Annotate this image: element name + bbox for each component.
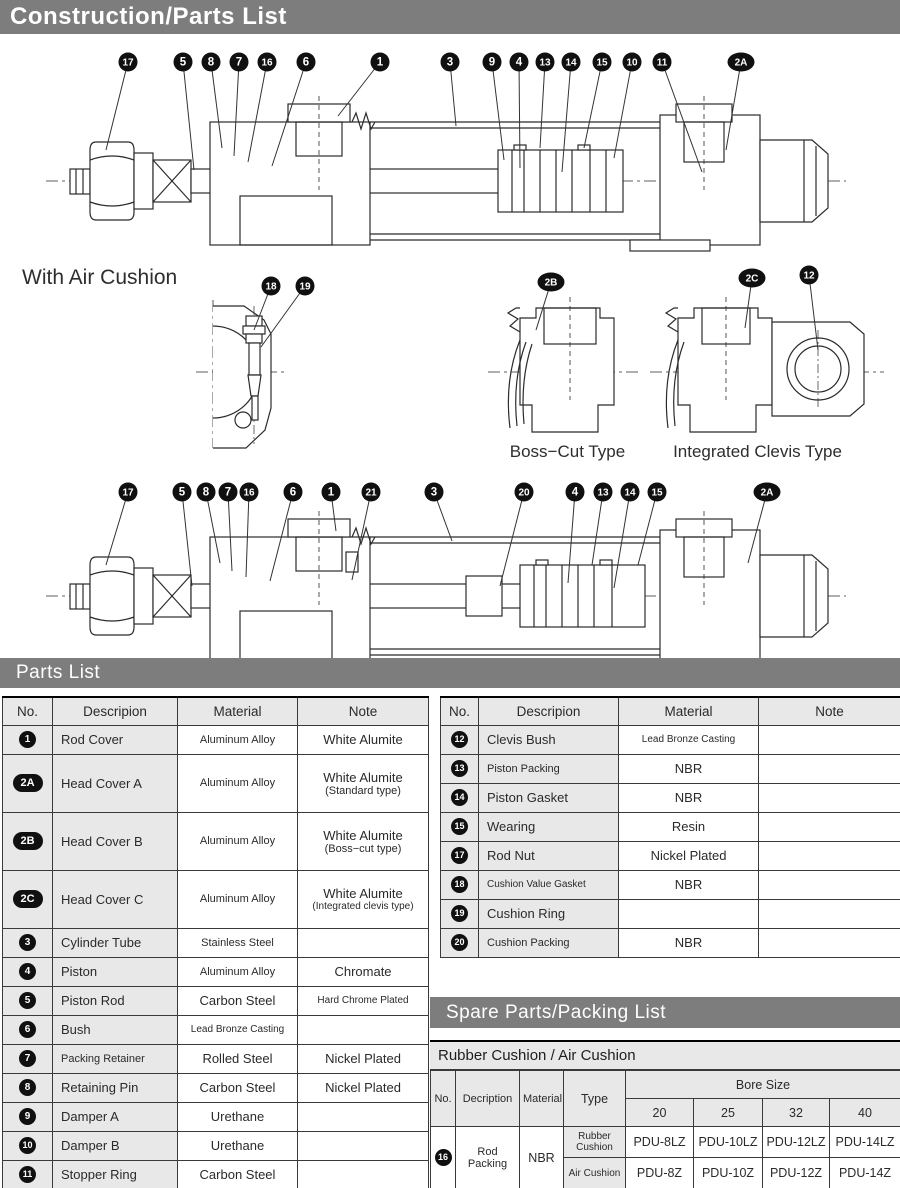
spare-model: PDU-8Z <box>626 1158 694 1188</box>
part-no-badge: 11 <box>19 1166 36 1183</box>
svg-text:2C: 2C <box>745 273 759 285</box>
parts-list-title-bar <box>0 658 900 688</box>
col-header-no: No. <box>441 697 479 725</box>
part-no-cell <box>3 725 53 754</box>
bore-size-40: 40 <box>830 1099 900 1127</box>
part-note <box>759 870 900 899</box>
callout-17 <box>106 483 138 566</box>
part-material: Aluminum Alloy <box>178 812 298 870</box>
part-note <box>759 899 900 928</box>
parts-row-5 <box>3 986 429 1015</box>
part-description: Bush <box>53 1015 178 1044</box>
part-no-badge: 6 <box>19 1021 36 1038</box>
part-no-badge: 17 <box>451 847 468 864</box>
part-note <box>759 725 900 754</box>
callout-15 <box>584 53 612 149</box>
callout-5 <box>174 53 195 171</box>
cylinder-cushion-drawing <box>46 511 846 660</box>
part-no-cell <box>3 1073 53 1102</box>
svg-text:10: 10 <box>626 57 638 69</box>
col-header-note: Note <box>298 697 429 725</box>
part-note: Nickel Plated <box>298 1073 429 1102</box>
part-description: Rod Nut <box>479 841 619 870</box>
part-note <box>759 783 900 812</box>
part-note: White Alumite <box>298 725 429 754</box>
part-no-badge: 18 <box>451 876 468 893</box>
part-material: Rolled Steel <box>178 1044 298 1073</box>
parts-row-13 <box>441 754 900 783</box>
part-note <box>298 1160 429 1188</box>
parts-row-9 <box>3 1102 429 1131</box>
svg-text:6: 6 <box>289 486 297 499</box>
part-description: Stopper Ring <box>53 1160 178 1188</box>
part-material <box>619 899 759 928</box>
svg-text:14: 14 <box>624 487 636 499</box>
spare-description: Rod Packing <box>456 1127 520 1188</box>
spare-col-material: Material <box>520 1071 564 1127</box>
spare-model: PDU-10LZ <box>694 1127 763 1158</box>
part-description: Retaining Pin <box>53 1073 178 1102</box>
svg-text:21: 21 <box>365 487 377 499</box>
callout-3 <box>441 53 460 127</box>
part-material: Nickel Plated <box>619 841 759 870</box>
part-description: Rod Cover <box>53 725 178 754</box>
spare-model: PDU-8LZ <box>626 1127 694 1158</box>
svg-text:15: 15 <box>596 57 608 69</box>
svg-text:16: 16 <box>243 487 255 499</box>
svg-text:17: 17 <box>122 487 134 499</box>
callout-13 <box>592 483 613 566</box>
part-no-cell <box>3 986 53 1015</box>
table-header-row <box>441 697 900 725</box>
col-header-note: Note <box>759 697 900 725</box>
parts-row-2C <box>3 870 429 928</box>
part-description: Cushion Value Gasket <box>479 870 619 899</box>
part-note <box>759 841 900 870</box>
parts-row-2A <box>3 754 429 812</box>
parts-table-right <box>440 696 900 958</box>
callout-13 <box>536 53 555 149</box>
part-no-badge: 4 <box>19 963 36 980</box>
part-note: White Alumite (Boss−cut type) <box>298 812 429 870</box>
spare-model: PDU-14Z <box>830 1158 900 1188</box>
part-no-cell <box>3 928 53 957</box>
part-note <box>759 928 900 957</box>
part-note: Nickel Plated <box>298 1044 429 1073</box>
spare-col-bore-size: Bore Size <box>626 1071 900 1099</box>
part-no-cell <box>3 1015 53 1044</box>
svg-text:8: 8 <box>202 486 210 499</box>
part-material: Aluminum Alloy <box>178 870 298 928</box>
part-material: Resin <box>619 812 759 841</box>
part-no-badge: 1 <box>19 731 36 748</box>
part-material: Aluminum Alloy <box>178 754 298 812</box>
part-no-cell <box>3 957 53 986</box>
with-air-cushion-label: With Air Cushion <box>22 266 178 289</box>
col-header-description: Descripion <box>479 697 619 725</box>
page-title-bar <box>0 0 900 34</box>
svg-text:3: 3 <box>446 56 454 69</box>
svg-text:15: 15 <box>651 487 663 499</box>
part-material: Lead Bronze Casting <box>619 725 759 754</box>
svg-text:5: 5 <box>179 56 187 69</box>
part-no-cell <box>3 812 53 870</box>
part-no-badge: 14 <box>451 789 468 806</box>
part-description: Damper A <box>53 1102 178 1131</box>
part-no-badge: 16 <box>435 1149 452 1166</box>
part-note <box>298 1015 429 1044</box>
part-no-cell <box>3 1102 53 1131</box>
part-description: Wearing <box>479 812 619 841</box>
part-note <box>298 928 429 957</box>
part-no-badge: 2A <box>13 774 43 792</box>
parts-row-20 <box>441 928 900 957</box>
parts-row-8 <box>3 1073 429 1102</box>
callout-10 <box>614 53 642 159</box>
spare-model: PDU-14LZ <box>830 1127 900 1158</box>
parts-row-15 <box>441 812 900 841</box>
part-no-badge: 10 <box>19 1137 36 1154</box>
parts-row-17 <box>441 841 900 870</box>
bore-size-32: 32 <box>763 1099 830 1127</box>
parts-row-10 <box>3 1131 429 1160</box>
part-no-badge: 2C <box>13 890 43 908</box>
part-description: Piston Gasket <box>479 783 619 812</box>
spare-header-row <box>431 1071 900 1099</box>
spare-col-description: Decription <box>456 1071 520 1127</box>
callout-5 <box>173 483 193 587</box>
parts-row-6 <box>3 1015 429 1044</box>
part-material: NBR <box>619 754 759 783</box>
spare-no-cell <box>431 1127 456 1188</box>
svg-text:8: 8 <box>207 56 215 69</box>
part-no-badge: 9 <box>19 1108 36 1125</box>
parts-row-3 <box>3 928 429 957</box>
spare-material: NBR <box>520 1127 564 1188</box>
part-no-badge: 13 <box>451 760 468 777</box>
boss-cut-type-label: Boss−Cut Type <box>509 442 626 461</box>
part-material: NBR <box>619 870 759 899</box>
part-no-badge: 20 <box>451 934 468 951</box>
part-description: Cushion Ring <box>479 899 619 928</box>
col-header-no: No. <box>3 697 53 725</box>
parts-row-4 <box>3 957 429 986</box>
svg-text:2A: 2A <box>760 487 774 499</box>
part-no-badge: 12 <box>451 731 468 748</box>
part-material: Aluminum Alloy <box>178 957 298 986</box>
parts-row-18 <box>441 870 900 899</box>
part-material: NBR <box>619 928 759 957</box>
svg-text:6: 6 <box>302 56 310 69</box>
callout-9 <box>483 53 505 161</box>
svg-text:13: 13 <box>597 487 609 499</box>
svg-text:1: 1 <box>376 56 384 69</box>
page-title: Construction/Parts List <box>10 3 287 30</box>
table-header-row <box>3 697 429 725</box>
svg-text:11: 11 <box>656 57 668 69</box>
part-note: White Alumite (Integrated clevis type) <box>298 870 429 928</box>
part-note: Chromate <box>298 957 429 986</box>
spare-type: Rubber Cushion <box>564 1127 626 1158</box>
svg-text:17: 17 <box>122 57 134 69</box>
bore-size-20: 20 <box>626 1099 694 1127</box>
parts-row-19 <box>441 899 900 928</box>
part-description: Packing Retainer <box>53 1044 178 1073</box>
callout-17 <box>106 53 138 151</box>
svg-text:4: 4 <box>515 56 523 69</box>
part-no-cell <box>3 1131 53 1160</box>
svg-text:19: 19 <box>299 281 311 293</box>
parts-row-11 <box>3 1160 429 1188</box>
svg-text:2A: 2A <box>734 57 748 69</box>
svg-text:2B: 2B <box>544 277 558 289</box>
parts-table-left <box>2 696 429 1188</box>
rubber-air-cushion-label: Rubber Cushion / Air Cushion <box>430 1040 900 1070</box>
part-no-badge: 15 <box>451 818 468 835</box>
svg-text:4: 4 <box>571 486 579 499</box>
col-header-material: Material <box>178 697 298 725</box>
part-description: Cushion Packing <box>479 928 619 957</box>
part-no-cell <box>3 754 53 812</box>
svg-text:20: 20 <box>518 487 530 499</box>
callout-1 <box>338 53 390 117</box>
part-description: Piston Packing <box>479 754 619 783</box>
part-no-badge: 2B <box>13 832 43 850</box>
air-cushion-detail-drawing <box>196 300 288 448</box>
svg-text:3: 3 <box>430 486 438 499</box>
part-material: Carbon Steel <box>178 1073 298 1102</box>
part-description: Head Cover A <box>53 754 178 812</box>
callout-3 <box>425 483 453 542</box>
part-no-cell <box>3 1160 53 1188</box>
integrated-clevis-type-label: Integrated Clevis Type <box>673 442 842 461</box>
part-description: Head Cover C <box>53 870 178 928</box>
part-no-badge: 5 <box>19 992 36 1009</box>
svg-text:12: 12 <box>803 270 815 282</box>
part-no-badge: 7 <box>19 1050 36 1067</box>
svg-text:7: 7 <box>224 486 232 499</box>
part-material: Aluminum Alloy <box>178 725 298 754</box>
part-no-cell <box>441 812 479 841</box>
part-note <box>759 812 900 841</box>
parts-row-2B <box>3 812 429 870</box>
part-description: Head Cover B <box>53 812 178 870</box>
parts-list-title: Parts List <box>16 662 101 683</box>
part-no-cell <box>3 870 53 928</box>
boss-cut-drawing <box>488 297 642 432</box>
part-material: Carbon Steel <box>178 986 298 1015</box>
svg-text:1: 1 <box>327 486 335 499</box>
part-description: Clevis Bush <box>479 725 619 754</box>
part-material: Stainless Steel <box>178 928 298 957</box>
part-note: Hard Chrome Plated <box>298 986 429 1015</box>
spare-model: PDU-12LZ <box>763 1127 830 1158</box>
spare-row-rubber-cushion <box>431 1127 900 1158</box>
part-no-badge: 3 <box>19 934 36 951</box>
part-material: Urethane <box>178 1131 298 1160</box>
part-no-badge: 8 <box>19 1079 36 1096</box>
part-material: Carbon Steel <box>178 1160 298 1188</box>
part-no-badge: 19 <box>451 905 468 922</box>
parts-row-14 <box>441 783 900 812</box>
part-note <box>759 754 900 783</box>
part-material: NBR <box>619 783 759 812</box>
svg-text:7: 7 <box>235 56 243 69</box>
part-note <box>298 1102 429 1131</box>
spare-col-no: No. <box>431 1071 456 1127</box>
cylinder-standard-drawing <box>46 96 846 251</box>
part-no-cell <box>441 899 479 928</box>
parts-row-12 <box>441 725 900 754</box>
part-no-cell <box>441 870 479 899</box>
clevis-drawing <box>650 297 884 432</box>
spare-model: PDU-12Z <box>763 1158 830 1188</box>
part-no-cell <box>441 841 479 870</box>
parts-row-7 <box>3 1044 429 1073</box>
parts-row-1 <box>3 725 429 754</box>
diagrams-canvas <box>0 45 900 660</box>
svg-text:18: 18 <box>265 281 277 293</box>
bore-size-25: 25 <box>694 1099 763 1127</box>
svg-text:13: 13 <box>539 57 551 69</box>
part-no-cell <box>3 1044 53 1073</box>
col-header-description: Descripion <box>53 697 178 725</box>
spare-type: Air Cushion <box>564 1158 626 1188</box>
part-note <box>298 1131 429 1160</box>
part-description: Piston <box>53 957 178 986</box>
part-no-cell <box>441 725 479 754</box>
spare-col-type: Type <box>564 1071 626 1127</box>
part-description: Cylinder Tube <box>53 928 178 957</box>
svg-text:9: 9 <box>488 56 496 69</box>
svg-text:14: 14 <box>565 57 577 69</box>
part-no-cell <box>441 928 479 957</box>
spare-model: PDU-10Z <box>694 1158 763 1188</box>
svg-text:16: 16 <box>261 57 273 69</box>
col-header-material: Material <box>619 697 759 725</box>
part-no-cell <box>441 783 479 812</box>
part-description: Piston Rod <box>53 986 178 1015</box>
spare-parts-title-bar <box>430 997 900 1028</box>
spare-parts-title: Spare Parts/Packing List <box>446 1002 667 1023</box>
part-note: White Alumite (Standard type) <box>298 754 429 812</box>
spare-parts-table <box>430 1070 900 1188</box>
part-no-cell <box>441 754 479 783</box>
part-material: Urethane <box>178 1102 298 1131</box>
part-material: Lead Bronze Casting <box>178 1015 298 1044</box>
part-description: Damper B <box>53 1131 178 1160</box>
svg-text:5: 5 <box>178 486 186 499</box>
